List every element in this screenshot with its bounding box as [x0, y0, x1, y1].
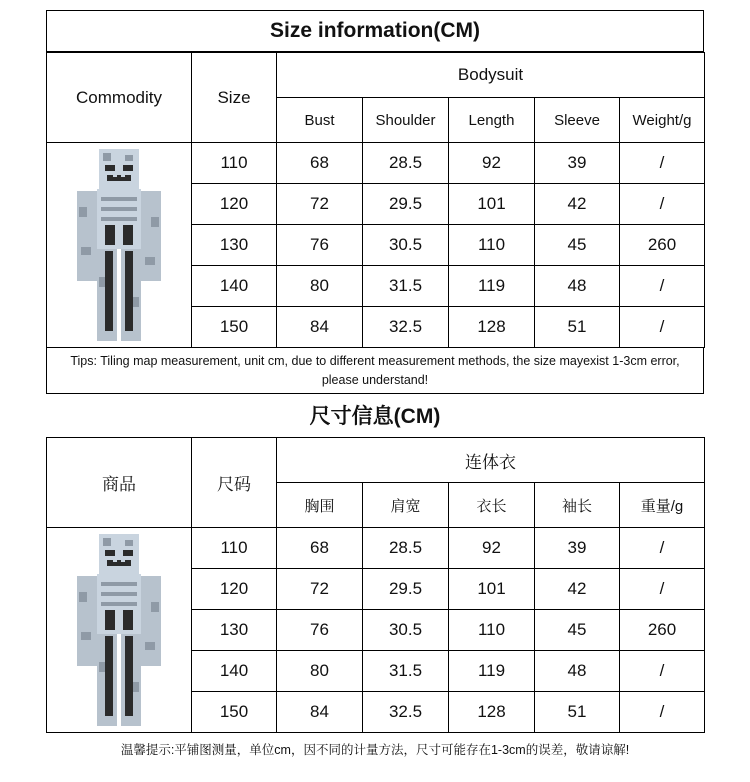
cell-length: 101 [449, 569, 535, 610]
cell-sleeve: 48 [535, 651, 620, 692]
header-shoulder-cn: 肩宽 [363, 483, 449, 528]
cell-length: 92 [449, 143, 535, 184]
cell-sleeve: 42 [535, 184, 620, 225]
cell-size: 150 [192, 692, 277, 733]
product-image-cell [47, 143, 192, 348]
cell-weight: / [620, 569, 705, 610]
cell-sleeve: 39 [535, 143, 620, 184]
cell-size: 110 [192, 528, 277, 569]
cell-shoulder: 30.5 [363, 225, 449, 266]
cell-size: 140 [192, 266, 277, 307]
cell-weight: 260 [620, 610, 705, 651]
cell-bust: 76 [277, 610, 363, 651]
header-weight: Weight/g [620, 98, 705, 143]
header-bust: Bust [277, 98, 363, 143]
cell-length: 119 [449, 651, 535, 692]
cell-shoulder: 29.5 [363, 569, 449, 610]
cell-bust: 84 [277, 307, 363, 348]
cell-length: 110 [449, 225, 535, 266]
cell-length: 110 [449, 610, 535, 651]
header-commodity: Commodity [47, 53, 192, 143]
cell-weight: 260 [620, 225, 705, 266]
cell-bust: 76 [277, 225, 363, 266]
cell-shoulder: 31.5 [363, 651, 449, 692]
cell-length: 128 [449, 692, 535, 733]
header-weight-cn: 重量/g [620, 483, 705, 528]
cell-bust: 68 [277, 528, 363, 569]
cell-length: 101 [449, 184, 535, 225]
cell-shoulder: 29.5 [363, 184, 449, 225]
cell-length: 128 [449, 307, 535, 348]
cell-size: 150 [192, 307, 277, 348]
header-size: Size [192, 53, 277, 143]
cell-bust: 72 [277, 569, 363, 610]
header-sleeve-cn: 袖长 [535, 483, 620, 528]
cell-bust: 68 [277, 143, 363, 184]
header-size-cn: 尺码 [192, 438, 277, 528]
cell-shoulder: 32.5 [363, 692, 449, 733]
cell-weight: / [620, 692, 705, 733]
cell-size: 130 [192, 225, 277, 266]
cell-weight: / [620, 143, 705, 184]
header-shoulder: Shoulder [363, 98, 449, 143]
page-title: Size information(CM) [46, 10, 704, 52]
cell-length: 119 [449, 266, 535, 307]
cell-size: 120 [192, 569, 277, 610]
cell-size: 140 [192, 651, 277, 692]
header-group-cn: 连体衣 [277, 438, 705, 483]
header-group: Bodysuit [277, 53, 705, 98]
tips-note [46, 348, 704, 394]
header-length-cn: 衣长 [449, 483, 535, 528]
cell-size: 110 [192, 143, 277, 184]
cell-bust: 84 [277, 692, 363, 733]
cell-shoulder: 32.5 [363, 307, 449, 348]
cell-size: 130 [192, 610, 277, 651]
header-bust-cn: 胸围 [277, 483, 363, 528]
cell-weight: / [620, 184, 705, 225]
cell-shoulder: 30.5 [363, 610, 449, 651]
tips-note-cn: 温馨提示:平铺图测量，单位cm，因不同的计量方法，尺寸可能存在1-3cm的误差，敬请谅解! [120, 743, 630, 757]
cell-bust: 80 [277, 651, 363, 692]
cell-shoulder: 28.5 [363, 528, 449, 569]
cell-sleeve: 51 [535, 307, 620, 348]
cell-sleeve: 39 [535, 528, 620, 569]
size-sheet-chinese [46, 393, 704, 763]
cell-length: 92 [449, 528, 535, 569]
cell-sleeve: 51 [535, 692, 620, 733]
size-sheet-english [46, 10, 704, 394]
cell-shoulder: 28.5 [363, 143, 449, 184]
cell-weight: / [620, 651, 705, 692]
header-sleeve: Sleeve [535, 98, 620, 143]
table-row [47, 143, 705, 184]
cell-sleeve: 45 [535, 610, 620, 651]
cell-sleeve: 42 [535, 569, 620, 610]
skeleton-bodysuit-icon [69, 532, 169, 728]
table-row [47, 528, 705, 569]
skeleton-bodysuit-icon [69, 147, 169, 343]
cell-weight: / [620, 528, 705, 569]
cell-weight: / [620, 266, 705, 307]
tips-line-2: please understand! [321, 373, 429, 387]
cell-size: 120 [192, 184, 277, 225]
cell-bust: 80 [277, 266, 363, 307]
size-table [46, 52, 705, 348]
cell-sleeve: 45 [535, 225, 620, 266]
product-image-cell [47, 528, 192, 733]
cell-sleeve: 48 [535, 266, 620, 307]
cell-bust: 72 [277, 184, 363, 225]
size-table-cn [46, 437, 705, 733]
tips-line-1: Tips: Tiling map measurement, unit cm, due to different measurement methods, the size mayexist 1-3cm error, [70, 354, 680, 368]
cell-weight: / [620, 307, 705, 348]
page-title-cn: 尺寸信息(CM) [309, 405, 441, 428]
header-length: Length [449, 98, 535, 143]
cell-shoulder: 31.5 [363, 266, 449, 307]
header-commodity-cn: 商品 [47, 438, 192, 528]
